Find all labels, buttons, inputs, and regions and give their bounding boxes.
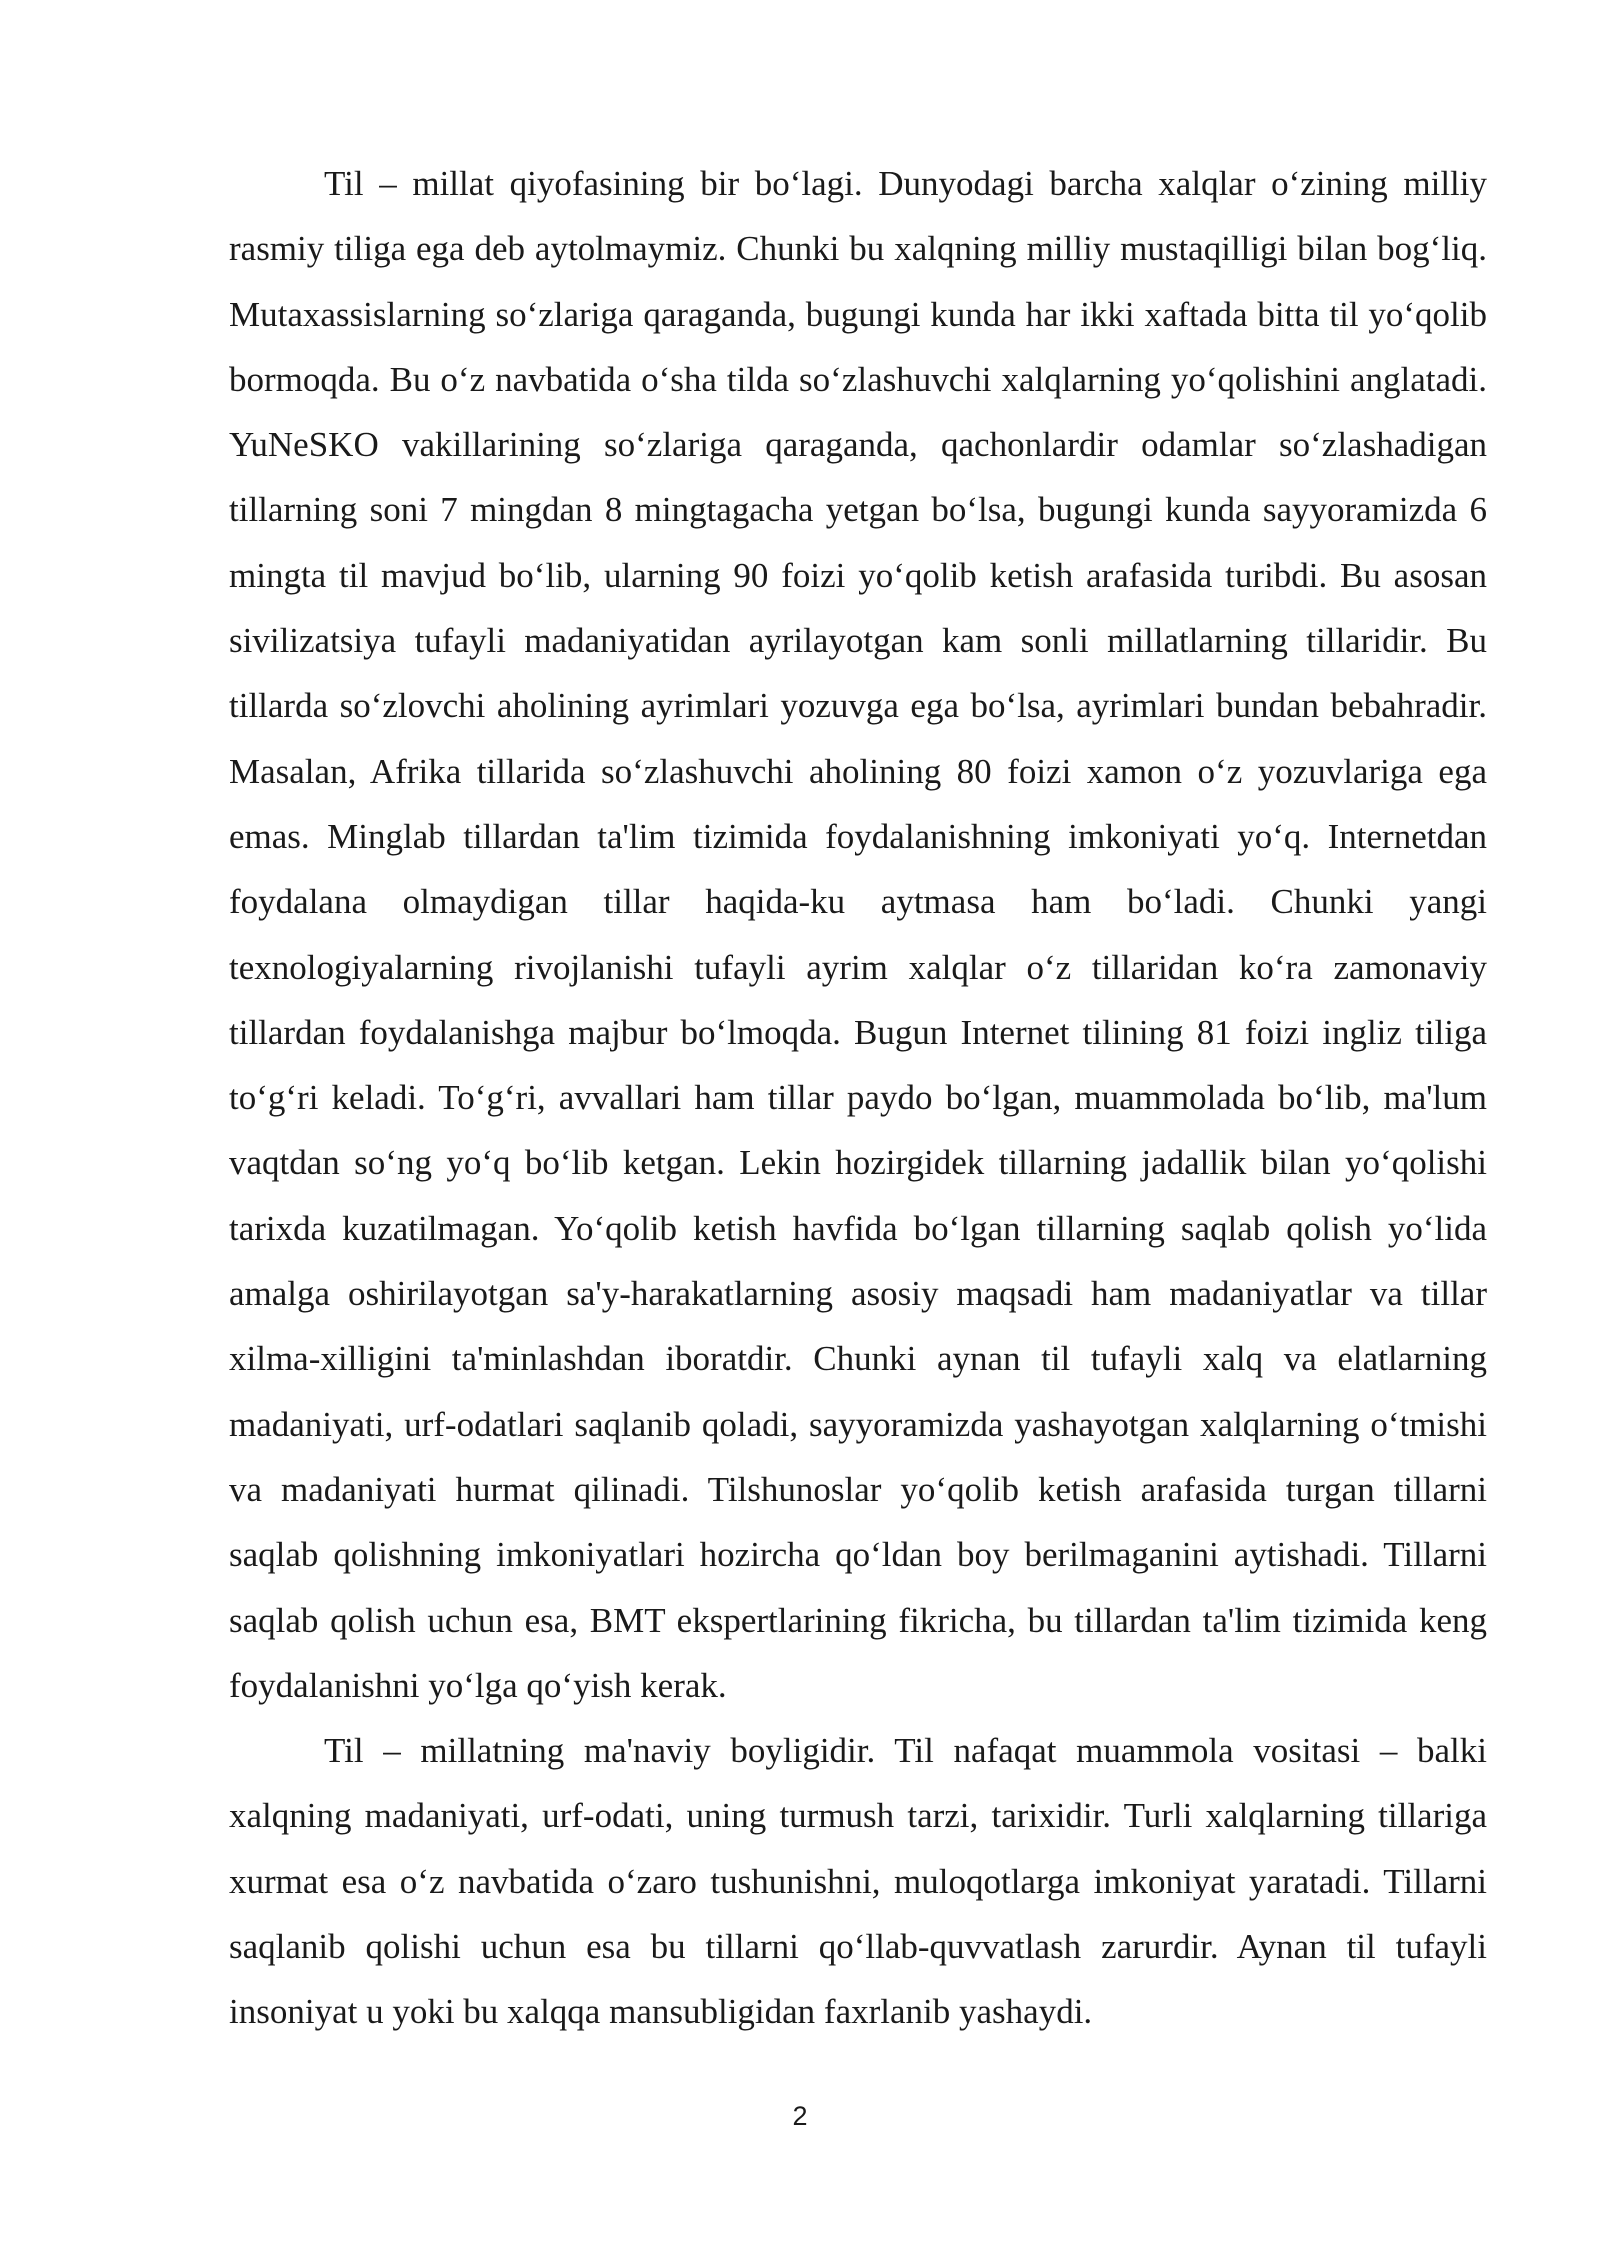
document-body — [229, 151, 1487, 2045]
paragraph-2: Til – millatning ma'naviy boyligidir. Til nafaqat muammola vositasi – balki xalqning madaniyati, urf-odati, uning turmush tarzi, tarixidir. Turli xalqlarning tillariga xurmat esa o‘z navbatida o‘zaro tushunishni, muloqotlarga imkoniyat yaratadi. Tillarni saqlanib qolishi uchun esa bu tillarni qo‘llab-quvvatlash zarurdir. Aynan til tufayli insoniyat u yoki bu xalqqa mansubligidan faxrlanib yashaydi. — [229, 1731, 1487, 2032]
page-number: 2 — [792, 2101, 808, 2131]
paragraph-1: Til – millat qiyofasining bir bo‘lagi. Dunyodagi barcha xalqlar o‘zining milliy rasmiy tiliga ega deb aytolmaymiz. Chunki bu xalqning milliy mustaqilligi bilan bog‘liq. Mutaxassislarning so‘zlariga qaraganda, bugungi kunda har ikki xaftada bitta til yo‘qolib bormoqda. Bu o‘z navbatida o‘sha tilda so‘zlashuvchi xalqlarning yo‘qolishini anglatadi. YuNeSKO vakillarining so‘zlariga qaraganda, qachonlardir odamlar so‘zlashadigan tillarning soni 7 mingdan 8 mingtagacha yetgan bo‘lsa, bugungi kunda sayyoramizda 6 mingta til mavjud bo‘lib, ularning 90 foizi yo‘qolib ketish arafasida turibdi. Bu asosan sivilizatsiya tufayli madaniyatidan ayrilayotgan kam sonli millatlarning tillaridir. Bu tillarda so‘zlovchi aholining ayrimlari yozuvga ega bo‘lsa, ayrimlari bundan bebahradir. Masalan, Afrika tillarida so‘zlashuvchi aholining 80 foizi xamon o‘z yozuvlariga ega emas. Minglab tillardan ta'lim tizimida foydalanishning imkoniyati yo‘q. Internetdan foydalana olmaydigan tillar haqida-ku aytmasa ham bo‘ladi. Chunki yangi texnologiyalarning rivojlanishi tufayli ayrim xalqlar o‘z tillaridan ko‘ra zamonaviy tillardan foydalanishga majbur bo‘lmoqda. Bugun Internet tilining 81 foizi ingliz tiliga to‘g‘ri keladi. To‘g‘ri, avvallari ham tillar paydo bo‘lgan, muammolada bo‘lib, ma'lum vaqtdan so‘ng yo‘q bo‘lib ketgan. Lekin hozirgidek tillarning jadallik bilan yo‘qolishi tarixda kuzatilmagan. Yo‘qolib ketish havfida bo‘lgan tillarning saqlab qolish yo‘lida amalga oshirilayotgan sa'y-harakatlarning asosiy maqsadi ham madaniyatlar va tillar xilma-xilligini ta'minlashdan iboratdir. Chunki aynan til tufayli xalq va elatlarning madaniyati, urf-odatlari saqlanib qoladi, sayyoramizda yashayotgan xalqlarning o‘tmishi va madaniyati hurmat qilinadi. Tilshunoslar yo‘qolib ketish arafasida turgan tillarni saqlab qolishning imkoniyatlari hozircha qo‘ldan boy berilmaganini aytishadi. Tillarni saqlab qolish uchun esa, BMT ekspertlarining fikricha, bu tillardan ta'lim tizimida keng foydalanishni yo‘lga qo‘yish kerak. — [229, 164, 1487, 1705]
